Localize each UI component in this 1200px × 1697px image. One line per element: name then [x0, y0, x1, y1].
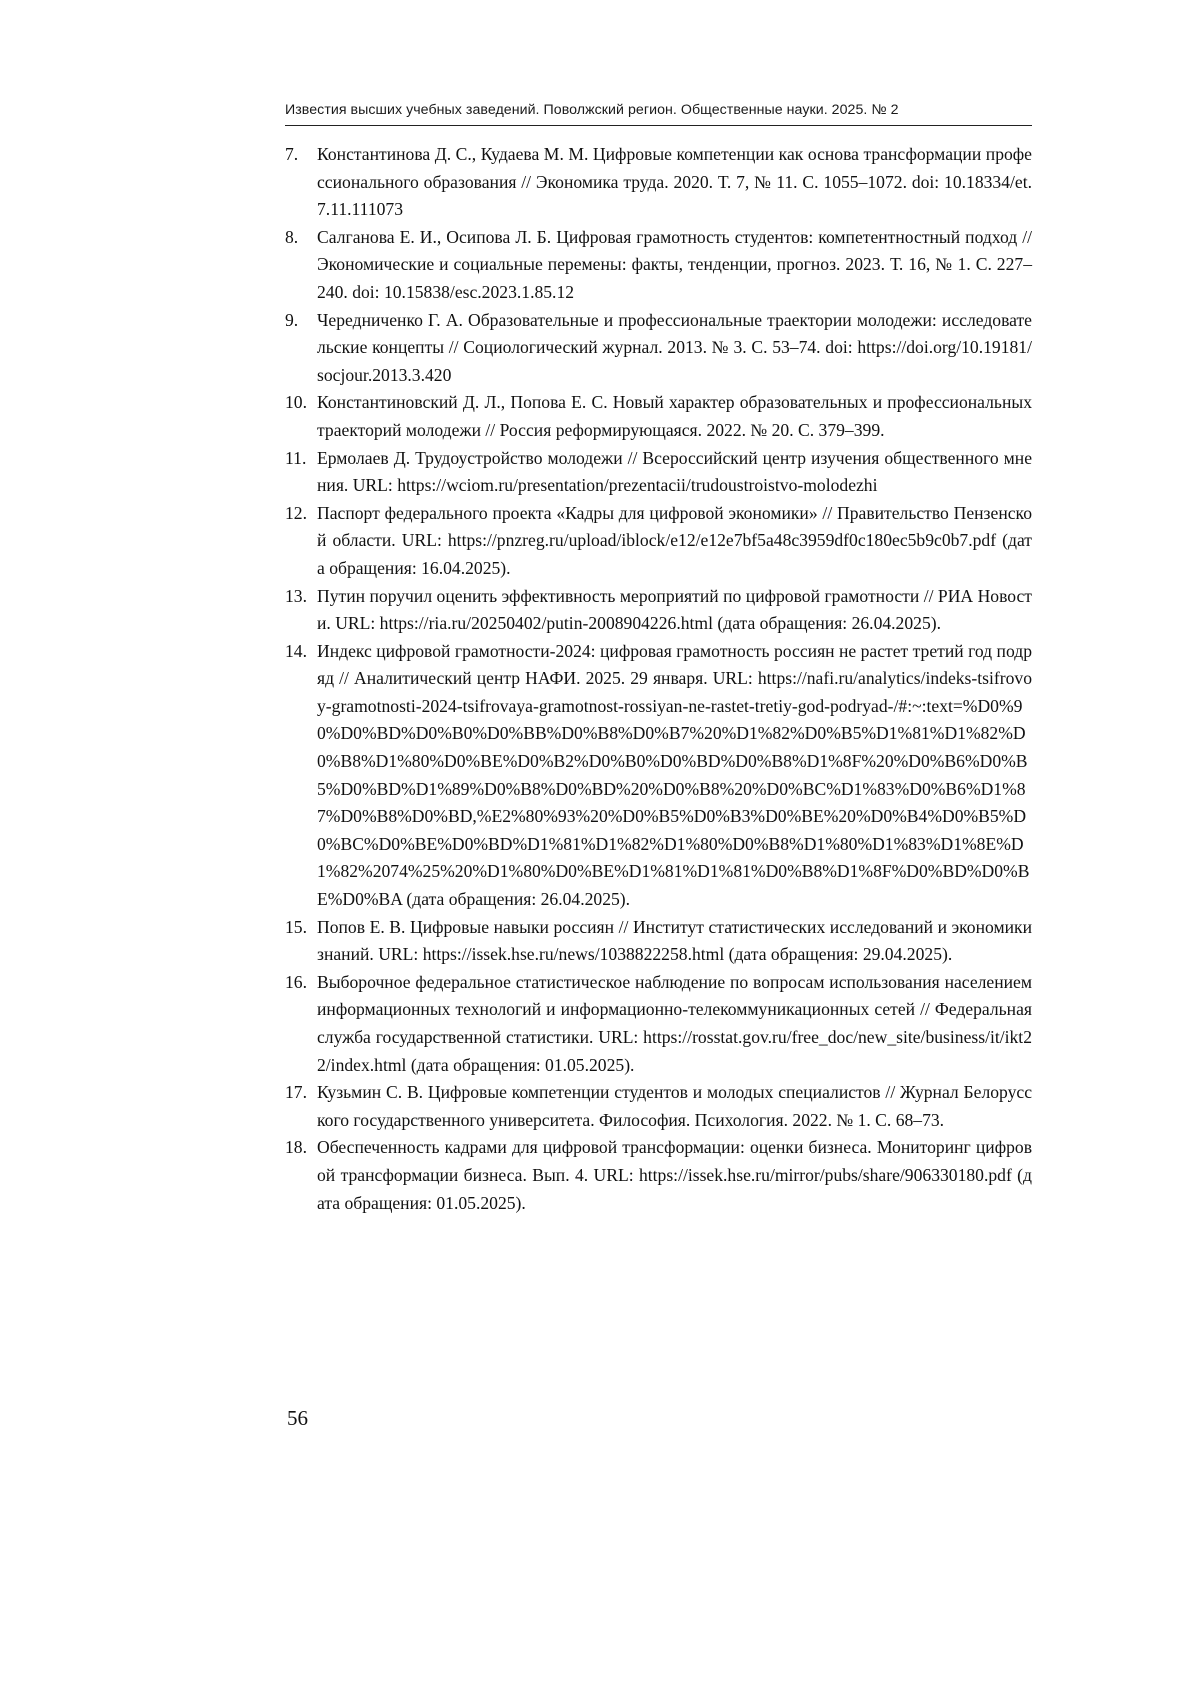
reference-number: 13.: [285, 585, 307, 606]
reference-text: Обеспеченность кадрами для цифровой трансформации: оценки бизнеса. Мониторинг цифровой трансформации бизнеса. Вып. 4. URL: https://issek.hse.ru/mirror/pubs/share/906330180.pdf (дата обращения: 01.05.2025).: [317, 1137, 1032, 1213]
reference-number: 17.: [285, 1082, 307, 1103]
reference-number: 11.: [285, 447, 307, 468]
reference-item-7: [285, 141, 1032, 224]
reference-item-17: [285, 1079, 1032, 1134]
reference-text: Попов Е. В. Цифровые навыки россиян // Институт статистических исследований и экономики знаний. URL: https://issek.hse.ru/news/1038822258.html (дата обращения: 29.04.2025).: [317, 916, 1032, 965]
reference-number: 18.: [285, 1137, 307, 1158]
running-header: Известия высших учебных заведений. Поволжский регион. Общественные науки. 2025. № 2: [285, 102, 899, 118]
reference-number: 7.: [285, 144, 299, 164]
reference-text: Выборочное федеральное статистическое наблюдение по вопросам использования населением информационных технологий и информационно-телекоммуникационных сетей // Федеральная служба государственной статистики. URL: https://rosstat.gov.ru/free_doc/new_site/business/it/ikt22/index.html (дата обращения: 01.05.2025).: [317, 971, 1032, 1075]
reference-item-18: [285, 1134, 1032, 1217]
reference-list: [285, 141, 1032, 1217]
reference-text: Ермолаев Д. Трудоустройство молодежи // Всероссийский центр изучения общественного мнения. URL: https://wciom.ru/presentation/prezentacii/trudoustroistvo-molodezhi: [317, 447, 1032, 496]
reference-number: 10.: [285, 392, 307, 413]
reference-number: 15.: [285, 916, 307, 937]
reference-item-16: [285, 969, 1032, 1079]
reference-number: 9.: [285, 309, 299, 330]
reference-text: Салганова Е. И., Осипова Л. Б. Цифровая грамотность студентов: компетентностный подход // Экономические и социальные перемены: факты, тенденции, прогноз. 2023. Т. 16, № 1. С. 227–240. doi: 10.15838/esc.2023.1.85.12: [317, 226, 1032, 302]
reference-text: Путин поручил оценить эффективность мероприятий по цифровой грамотности // РИА Новости. URL: https://ria.ru/20250402/putin-2008904226.html (дата обращения: 26.04.2025).: [317, 585, 1032, 634]
reference-item-14: [285, 638, 1032, 914]
page-number: 56: [287, 1406, 308, 1430]
reference-number: 16.: [285, 971, 307, 992]
reference-number: 8.: [285, 226, 299, 247]
reference-text: Паспорт федерального проекта «Кадры для цифровой экономики» // Правительство Пензенской области. URL: https://pnzreg.ru/upload/iblock/e12/e12e7bf5a48c3959df0c180ec5b9c0b7.pdf (дата обращения: 16.04.2025).: [317, 502, 1032, 578]
reference-item-12: [285, 500, 1032, 583]
reference-item-10: [285, 389, 1032, 444]
reference-item-13: [285, 583, 1032, 638]
header-rule: [285, 125, 1032, 126]
reference-text: Константинова Д. С., Кудаева М. М. Цифровые компетенции как основа трансформации профессионального образования // Экономика труда. 2020. Т. 7, № 11. С. 1055–1072. doi: 10.18334/et.7.11.111073: [317, 144, 1032, 220]
reference-number: 12.: [285, 502, 307, 523]
reference-item-15: [285, 914, 1032, 969]
reference-item-8: [285, 224, 1032, 307]
reference-item-9: [285, 307, 1032, 390]
reference-text: Индекс цифровой грамотности-2024: цифровая грамотность россиян не растет третий год подряд // Аналитический центр НАФИ. 2025. 29 января. URL: https://nafi.ru/analytics/indeks-tsifrovoy-gramotnosti-2024-tsifrovaya-gramotnost-rossiyan-ne-rastet-tretiy-god-podryad-/#:~:text=%D0%90%D0%BD%D0%B0%D0%BB%D0%B8%D0%B7%20%D1%82%D0%B5%D1%81%D1%82%D0%B8%D1%80%D0%BE%D0%B2%D0%B0%D0%BD%D0%B8%D1%8F%20%D0%B6%D0%B5%D0%BD%D1%89%D0%B8%D0%BD%20%D0%B8%20%D0%BC%D1%83%D0%B6%D1%87%D0%B8%D0%BD,%E2%80%93%20%D0%B5%D0%B3%D0%BE%20%D0%B4%D0%B5%D0%BC%D0%BE%D0%BD%D1%81%D1%82%D1%80%D0%B8%D1%80%D1%83%D1%8E%D1%82%2074%25%20%D1%80%D0%BE%D1%81%D1%81%D0%B8%D1%8F%D0%BD%D0%BE%D0%BA (дата обращения: 26.04.2025).: [317, 640, 1032, 910]
reference-item-11: [285, 445, 1032, 500]
reference-text: Константиновский Д. Л., Попова Е. С. Новый характер образовательных и профессиональных траекторий молодежи // Россия реформирующаяся. 2022. № 20. С. 379–399.: [317, 392, 1032, 440]
reference-text: Чередниченко Г. А. Образовательные и профессиональные траектории молодежи: исследовательские концепты // Социологический журнал. 2013. № 3. С. 53–74. doi: https://doi.org/10.19181/socjour.2013.3.420: [317, 309, 1032, 385]
reference-text: Кузьмин С. В. Цифровые компетенции студентов и молодых специалистов // Журнал Белорусского государственного университета. Философия. Психология. 2022. № 1. С. 68–73.: [317, 1082, 1032, 1130]
reference-number: 14.: [285, 640, 307, 661]
